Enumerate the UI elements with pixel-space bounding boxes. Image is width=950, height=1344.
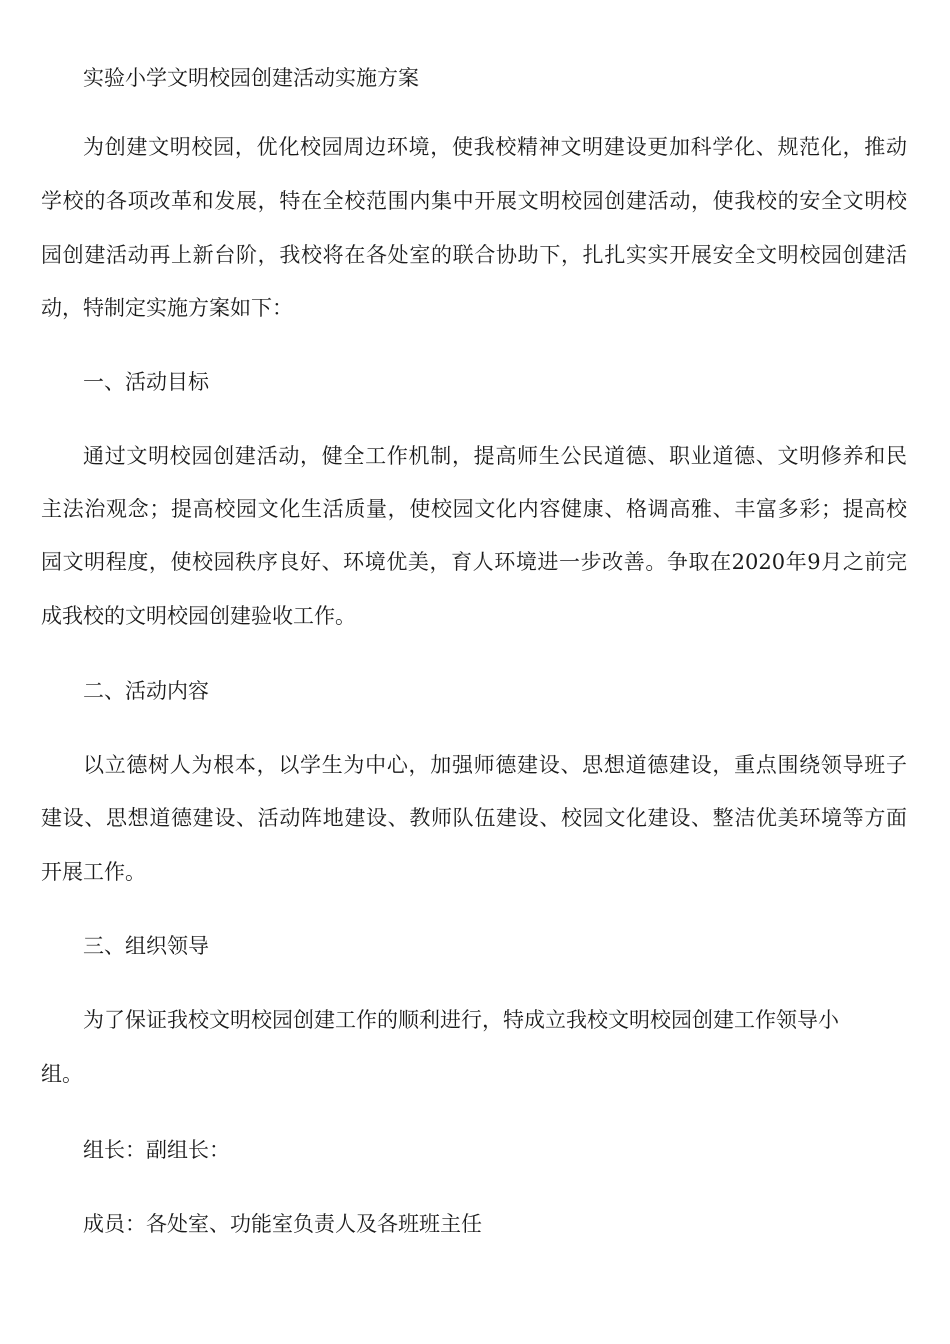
paragraph-line: 以立德树人为根本，以学生为中心，加强师德建设、思想道德建设，重点围绕领导班子 [83,753,907,777]
paragraph-line: 通过文明校园创建活动，健全工作机制，提高师生公民道德、职业道德、文明修养和民 [83,444,907,468]
members-line: 成员：各处室、功能室负责人及各班班主任 [83,1212,482,1236]
paragraph-line: 成我校的文明校园创建验收工作。 [41,604,356,628]
section-heading: 二、活动内容 [83,679,209,703]
paragraph-line: 园创建活动再上新台阶，我校将在各处室的联合协助下，扎扎实实开展安全文明校园创建活 [41,243,907,267]
paragraph-line: 为创建文明校园，优化校园周边环境，使我校精神文明建设更加科学化、规范化，推动 [83,135,907,159]
document-title: 实验小学文明校园创建活动实施方案 [83,66,419,90]
paragraph-line: 开展工作。 [41,860,146,884]
section-heading: 三、组织领导 [83,934,209,958]
paragraph-line: 组。 [41,1062,83,1086]
section-heading: 一、活动目标 [83,370,209,394]
paragraph-line: 学校的各项改革和发展，特在全校范围内集中开展文明校园创建活动，使我校的安全文明校 [41,189,907,213]
paragraph-line: 园文明程度，使校园秩序良好、环境优美，育人环境进一步改善。争取在2020年9月之前完 [41,550,907,574]
paragraph-line: 为了保证我校文明校园创建工作的顺利进行，特成立我校文明校园创建工作领导小 [83,1008,839,1032]
leaders-line: 组长：副组长： [83,1138,230,1162]
paragraph-line: 主法治观念；提高校园文化生活质量，使校园文化内容健康、格调高雅、丰富多彩；提高校 [41,497,907,521]
paragraph-line: 建设、思想道德建设、活动阵地建设、教师队伍建设、校园文化建设、整洁优美环境等方面 [41,806,907,830]
paragraph-line: 动，特制定实施方案如下： [41,296,293,320]
